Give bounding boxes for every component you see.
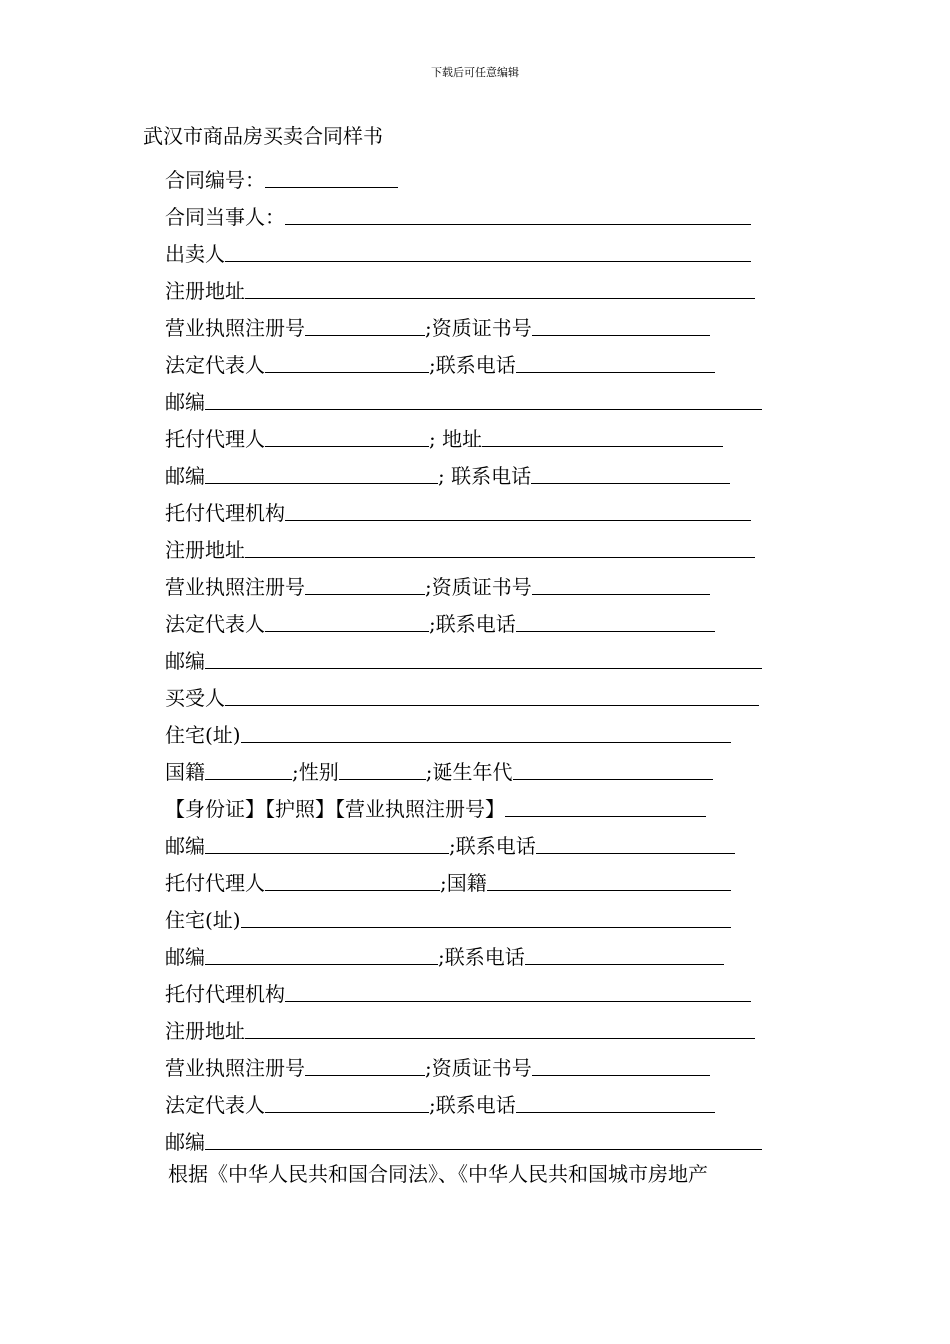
form-field bbox=[165, 463, 438, 489]
field-label: 法定代表人 bbox=[165, 353, 265, 377]
form-field bbox=[165, 278, 755, 304]
fill-in-blank[interactable] bbox=[245, 556, 755, 558]
field-label: 合同编号： bbox=[165, 168, 265, 192]
field-label: ;性别 bbox=[292, 760, 339, 784]
form-line bbox=[165, 308, 785, 345]
form-line bbox=[165, 678, 785, 715]
form-line bbox=[165, 1122, 785, 1159]
form-field bbox=[438, 944, 724, 970]
form-field bbox=[165, 685, 759, 711]
form-field bbox=[429, 1092, 715, 1118]
form-field bbox=[429, 611, 715, 637]
form-field bbox=[426, 759, 713, 785]
form-field bbox=[449, 833, 735, 859]
form-field bbox=[440, 870, 731, 896]
fill-in-blank[interactable] bbox=[339, 778, 426, 780]
form-line bbox=[165, 937, 785, 974]
form-field bbox=[165, 352, 429, 378]
field-label: 注册地址 bbox=[165, 538, 245, 562]
field-label: ;联系电话 bbox=[429, 353, 516, 377]
form-line bbox=[165, 530, 785, 567]
field-label: 邮编 bbox=[165, 945, 205, 969]
fill-in-blank[interactable] bbox=[205, 1148, 762, 1150]
form-line bbox=[165, 863, 785, 900]
field-label: ;国籍 bbox=[440, 871, 487, 895]
form-field bbox=[165, 796, 706, 822]
form-line bbox=[165, 234, 785, 271]
fill-in-blank[interactable] bbox=[487, 889, 731, 891]
fill-in-blank[interactable] bbox=[225, 260, 751, 262]
form-field bbox=[429, 352, 715, 378]
fill-in-blank[interactable] bbox=[285, 519, 751, 521]
fill-in-blank[interactable] bbox=[205, 667, 762, 669]
fill-in-blank[interactable] bbox=[532, 334, 710, 336]
fill-in-blank[interactable] bbox=[305, 593, 425, 595]
form-field bbox=[429, 426, 723, 452]
fill-in-blank[interactable] bbox=[225, 704, 759, 706]
field-label: 注册地址 bbox=[165, 279, 245, 303]
form-line bbox=[165, 1085, 785, 1122]
field-label: 托付代理人 bbox=[165, 871, 265, 895]
form-line bbox=[165, 974, 785, 1011]
form-line bbox=[165, 382, 785, 419]
field-label: 【身份证】【护照】【营业执照注册号】 bbox=[165, 797, 505, 821]
form-line bbox=[165, 715, 785, 752]
field-label: ;联系电话 bbox=[429, 1093, 516, 1117]
fill-in-blank[interactable] bbox=[516, 630, 715, 632]
field-label: 托付代理人 bbox=[165, 427, 265, 451]
field-label: ; 地址 bbox=[429, 427, 483, 451]
form-field bbox=[438, 463, 730, 489]
fill-in-blank[interactable] bbox=[305, 1074, 425, 1076]
fill-in-blank[interactable] bbox=[516, 371, 715, 373]
fill-in-blank[interactable] bbox=[241, 926, 731, 928]
form-line bbox=[165, 752, 785, 789]
form-field bbox=[165, 648, 762, 674]
form-line bbox=[165, 419, 785, 456]
form-field bbox=[165, 204, 751, 230]
field-label: 托付代理机构 bbox=[165, 982, 285, 1006]
field-label: 注册地址 bbox=[165, 1019, 245, 1043]
fill-in-blank[interactable] bbox=[285, 1000, 751, 1002]
fill-in-blank[interactable] bbox=[245, 1037, 755, 1039]
form-field bbox=[425, 315, 710, 341]
fill-in-blank[interactable] bbox=[265, 371, 429, 373]
form-field bbox=[165, 241, 751, 267]
field-label: 营业执照注册号 bbox=[165, 1056, 305, 1080]
form-line bbox=[165, 789, 785, 826]
fill-in-blank[interactable] bbox=[305, 334, 425, 336]
field-label: 合同当事人： bbox=[165, 205, 285, 229]
field-label: 买受人 bbox=[165, 686, 225, 710]
form-line bbox=[165, 826, 785, 863]
fill-in-blank[interactable] bbox=[265, 186, 398, 188]
form-line bbox=[165, 900, 785, 937]
fill-in-blank[interactable] bbox=[205, 963, 438, 965]
fill-in-blank[interactable] bbox=[505, 815, 706, 817]
fill-in-blank[interactable] bbox=[205, 778, 292, 780]
form-field bbox=[165, 1055, 425, 1081]
form-field bbox=[165, 167, 398, 193]
field-label: 住宅(址) bbox=[165, 723, 241, 747]
header-note: 下载后可任意编辑 bbox=[431, 66, 519, 79]
fill-in-blank[interactable] bbox=[205, 482, 438, 484]
form-line bbox=[165, 604, 785, 641]
fill-in-blank[interactable] bbox=[241, 741, 731, 743]
fill-in-blank[interactable] bbox=[265, 630, 429, 632]
form-field bbox=[165, 981, 751, 1007]
field-label: 邮编 bbox=[165, 834, 205, 858]
form-line bbox=[165, 641, 785, 678]
fill-in-blank[interactable] bbox=[205, 852, 449, 854]
field-label: 法定代表人 bbox=[165, 1093, 265, 1117]
form-line bbox=[165, 271, 785, 308]
fill-in-blank[interactable] bbox=[245, 297, 755, 299]
field-label: 邮编 bbox=[165, 649, 205, 673]
fill-in-blank[interactable] bbox=[516, 1111, 715, 1113]
fill-in-blank[interactable] bbox=[285, 223, 751, 225]
form-field bbox=[165, 1092, 429, 1118]
field-label: ;资质证书号 bbox=[425, 575, 532, 599]
field-label: 营业执照注册号 bbox=[165, 575, 305, 599]
fill-in-blank[interactable] bbox=[513, 778, 713, 780]
form-line bbox=[165, 1048, 785, 1085]
field-label: ; 联系电话 bbox=[438, 464, 532, 488]
field-label: 营业执照注册号 bbox=[165, 316, 305, 340]
form-field bbox=[165, 722, 731, 748]
form-line bbox=[165, 345, 785, 382]
form-field bbox=[165, 315, 425, 341]
form-field bbox=[165, 944, 438, 970]
form-field bbox=[165, 833, 449, 859]
fill-in-blank[interactable] bbox=[532, 1074, 710, 1076]
contract-party-fields bbox=[165, 160, 785, 1159]
form-field bbox=[165, 1129, 762, 1155]
fill-in-blank[interactable] bbox=[525, 963, 724, 965]
fill-in-blank[interactable] bbox=[536, 852, 735, 854]
form-field bbox=[425, 574, 710, 600]
document-title: 武汉市商品房买卖合同样书 bbox=[143, 124, 383, 148]
field-label: 邮编 bbox=[165, 1130, 205, 1154]
form-field bbox=[165, 870, 440, 896]
field-label: ;诞生年代 bbox=[425, 760, 513, 784]
field-label: 法定代表人 bbox=[165, 612, 265, 636]
form-field bbox=[165, 537, 755, 563]
fill-in-blank[interactable] bbox=[482, 445, 723, 447]
fill-in-blank[interactable] bbox=[265, 889, 440, 891]
fill-in-blank[interactable] bbox=[265, 445, 429, 447]
field-label: 出卖人 bbox=[165, 242, 225, 266]
field-label: ;资质证书号 bbox=[425, 1056, 532, 1080]
form-field bbox=[165, 574, 425, 600]
fill-in-blank[interactable] bbox=[265, 1111, 429, 1113]
fill-in-blank[interactable] bbox=[532, 593, 710, 595]
field-label: ;联系电话 bbox=[429, 612, 516, 636]
form-field bbox=[165, 389, 762, 415]
field-label: 邮编 bbox=[165, 464, 205, 488]
form-field bbox=[425, 1055, 710, 1081]
field-label: ;资质证书号 bbox=[425, 316, 532, 340]
form-field bbox=[165, 1018, 755, 1044]
form-line bbox=[165, 567, 785, 604]
form-field bbox=[165, 611, 429, 637]
form-line bbox=[165, 160, 785, 197]
form-line bbox=[165, 493, 785, 530]
form-field bbox=[165, 907, 731, 933]
form-field bbox=[165, 426, 429, 452]
field-label: 邮编 bbox=[165, 390, 205, 414]
form-field bbox=[165, 500, 751, 526]
field-label: 托付代理机构 bbox=[165, 501, 285, 525]
fill-in-blank[interactable] bbox=[205, 408, 762, 410]
field-label: 住宅(址) bbox=[165, 908, 241, 932]
form-line bbox=[165, 456, 785, 493]
field-label: 国籍 bbox=[165, 760, 205, 784]
form-line bbox=[165, 1011, 785, 1048]
fill-in-blank[interactable] bbox=[531, 482, 730, 484]
contract-basis-paragraph: 根据《中华人民共和国合同法》、《中华人民共和国城市房地产 bbox=[168, 1162, 708, 1186]
form-field bbox=[292, 759, 426, 785]
field-label: ;联系电话 bbox=[438, 945, 525, 969]
form-field bbox=[165, 759, 292, 785]
field-label: ;联系电话 bbox=[449, 834, 536, 858]
form-line bbox=[165, 197, 785, 234]
